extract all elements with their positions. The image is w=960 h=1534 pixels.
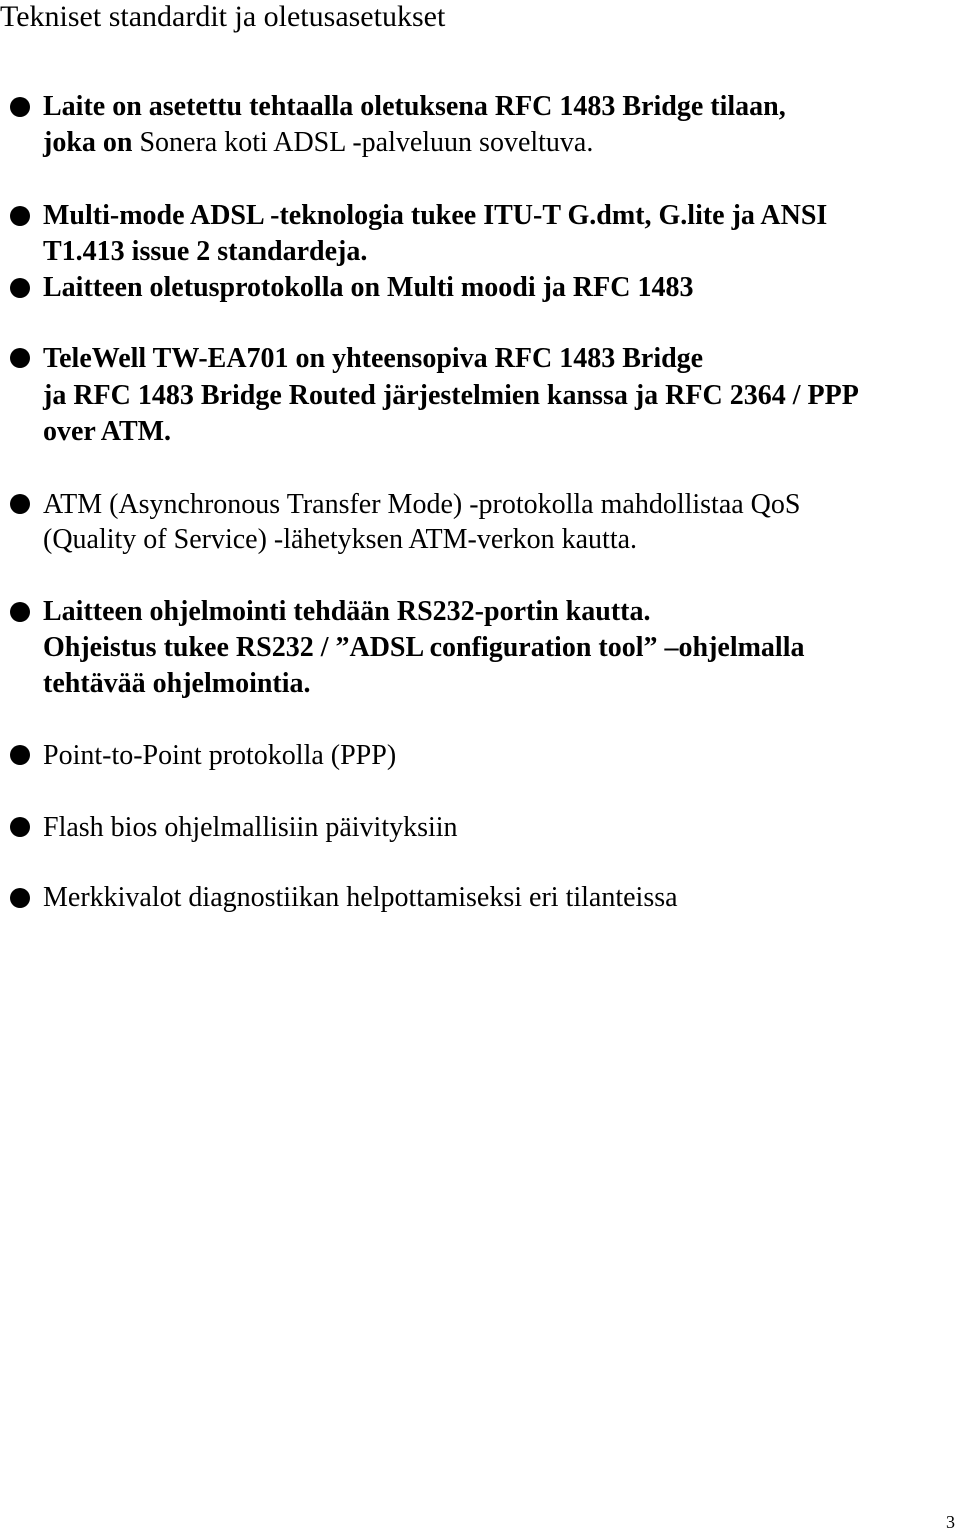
page-title: Tekniset standardit ja oletusasetukset — [0, 0, 446, 33]
list-item-6-line-1: Laitteen ohjelmointi tehdään RS232-portin kautta. — [43, 596, 651, 627]
bullet-icon — [10, 348, 30, 368]
list-item-8-line-1: Flash bios ohjelmallisiin päivityksiin — [43, 812, 458, 843]
list-item-7-line-1: Point-to-Point protokolla (PPP) — [43, 740, 397, 771]
list-item-5-line-2: (Quality of Service) -lähetyksen ATM-verkon kautta. — [43, 524, 638, 555]
list-item-9-line-1: Merkkivalot diagnostiikan helpottamiseksi eri tilanteissa — [43, 882, 678, 913]
list-item-6-line-2: Ohjeistus tukee RS232 / ”ADSL configuration tool” –ohjelmalla — [43, 632, 805, 663]
list-item-1-line-2 — [43, 125, 593, 161]
list-item-2-line-2: T1.413 issue 2 standardeja. — [43, 236, 368, 267]
list-item-4-line-1: TeleWell TW-EA701 on yhteensopiva RFC 1483 Bridge — [43, 343, 704, 374]
list-item-4-line-3: over ATM. — [43, 416, 172, 447]
bullet-icon — [10, 602, 30, 622]
list-item-5-line-1: ATM (Asynchronous Transfer Mode) -protokolla mahdollistaa QoS — [43, 489, 801, 520]
bullet-icon — [10, 97, 30, 117]
list-item-1-normal-part: Sonera koti ADSL -palveluun soveltuva. — [132, 127, 594, 158]
bullet-icon — [10, 817, 30, 837]
bullet-icon — [10, 888, 30, 908]
page-number: 3 — [946, 1512, 955, 1532]
list-item-6-line-3: tehtävää ohjelmointia. — [43, 668, 311, 699]
list-item-2-line-1: Multi-mode ADSL -teknologia tukee ITU-T G.dmt, G.lite ja ANSI — [43, 200, 828, 231]
bullet-icon — [10, 745, 30, 765]
list-item-1-line-1: Laite on asetettu tehtaalla oletuksena RFC 1483 Bridge tilaan, — [43, 91, 786, 122]
list-item-1-bold-part: joka on — [43, 127, 133, 158]
list-item-3-line-1: Laitteen oletusprotokolla on Multi moodi ja RFC 1483 — [43, 272, 694, 303]
bullet-icon — [10, 206, 30, 226]
bullet-icon — [10, 278, 30, 298]
list-item-4-line-2: ja RFC 1483 Bridge Routed järjestelmien kanssa ja RFC 2364 / PPP — [43, 380, 859, 411]
bullet-icon — [10, 494, 30, 514]
